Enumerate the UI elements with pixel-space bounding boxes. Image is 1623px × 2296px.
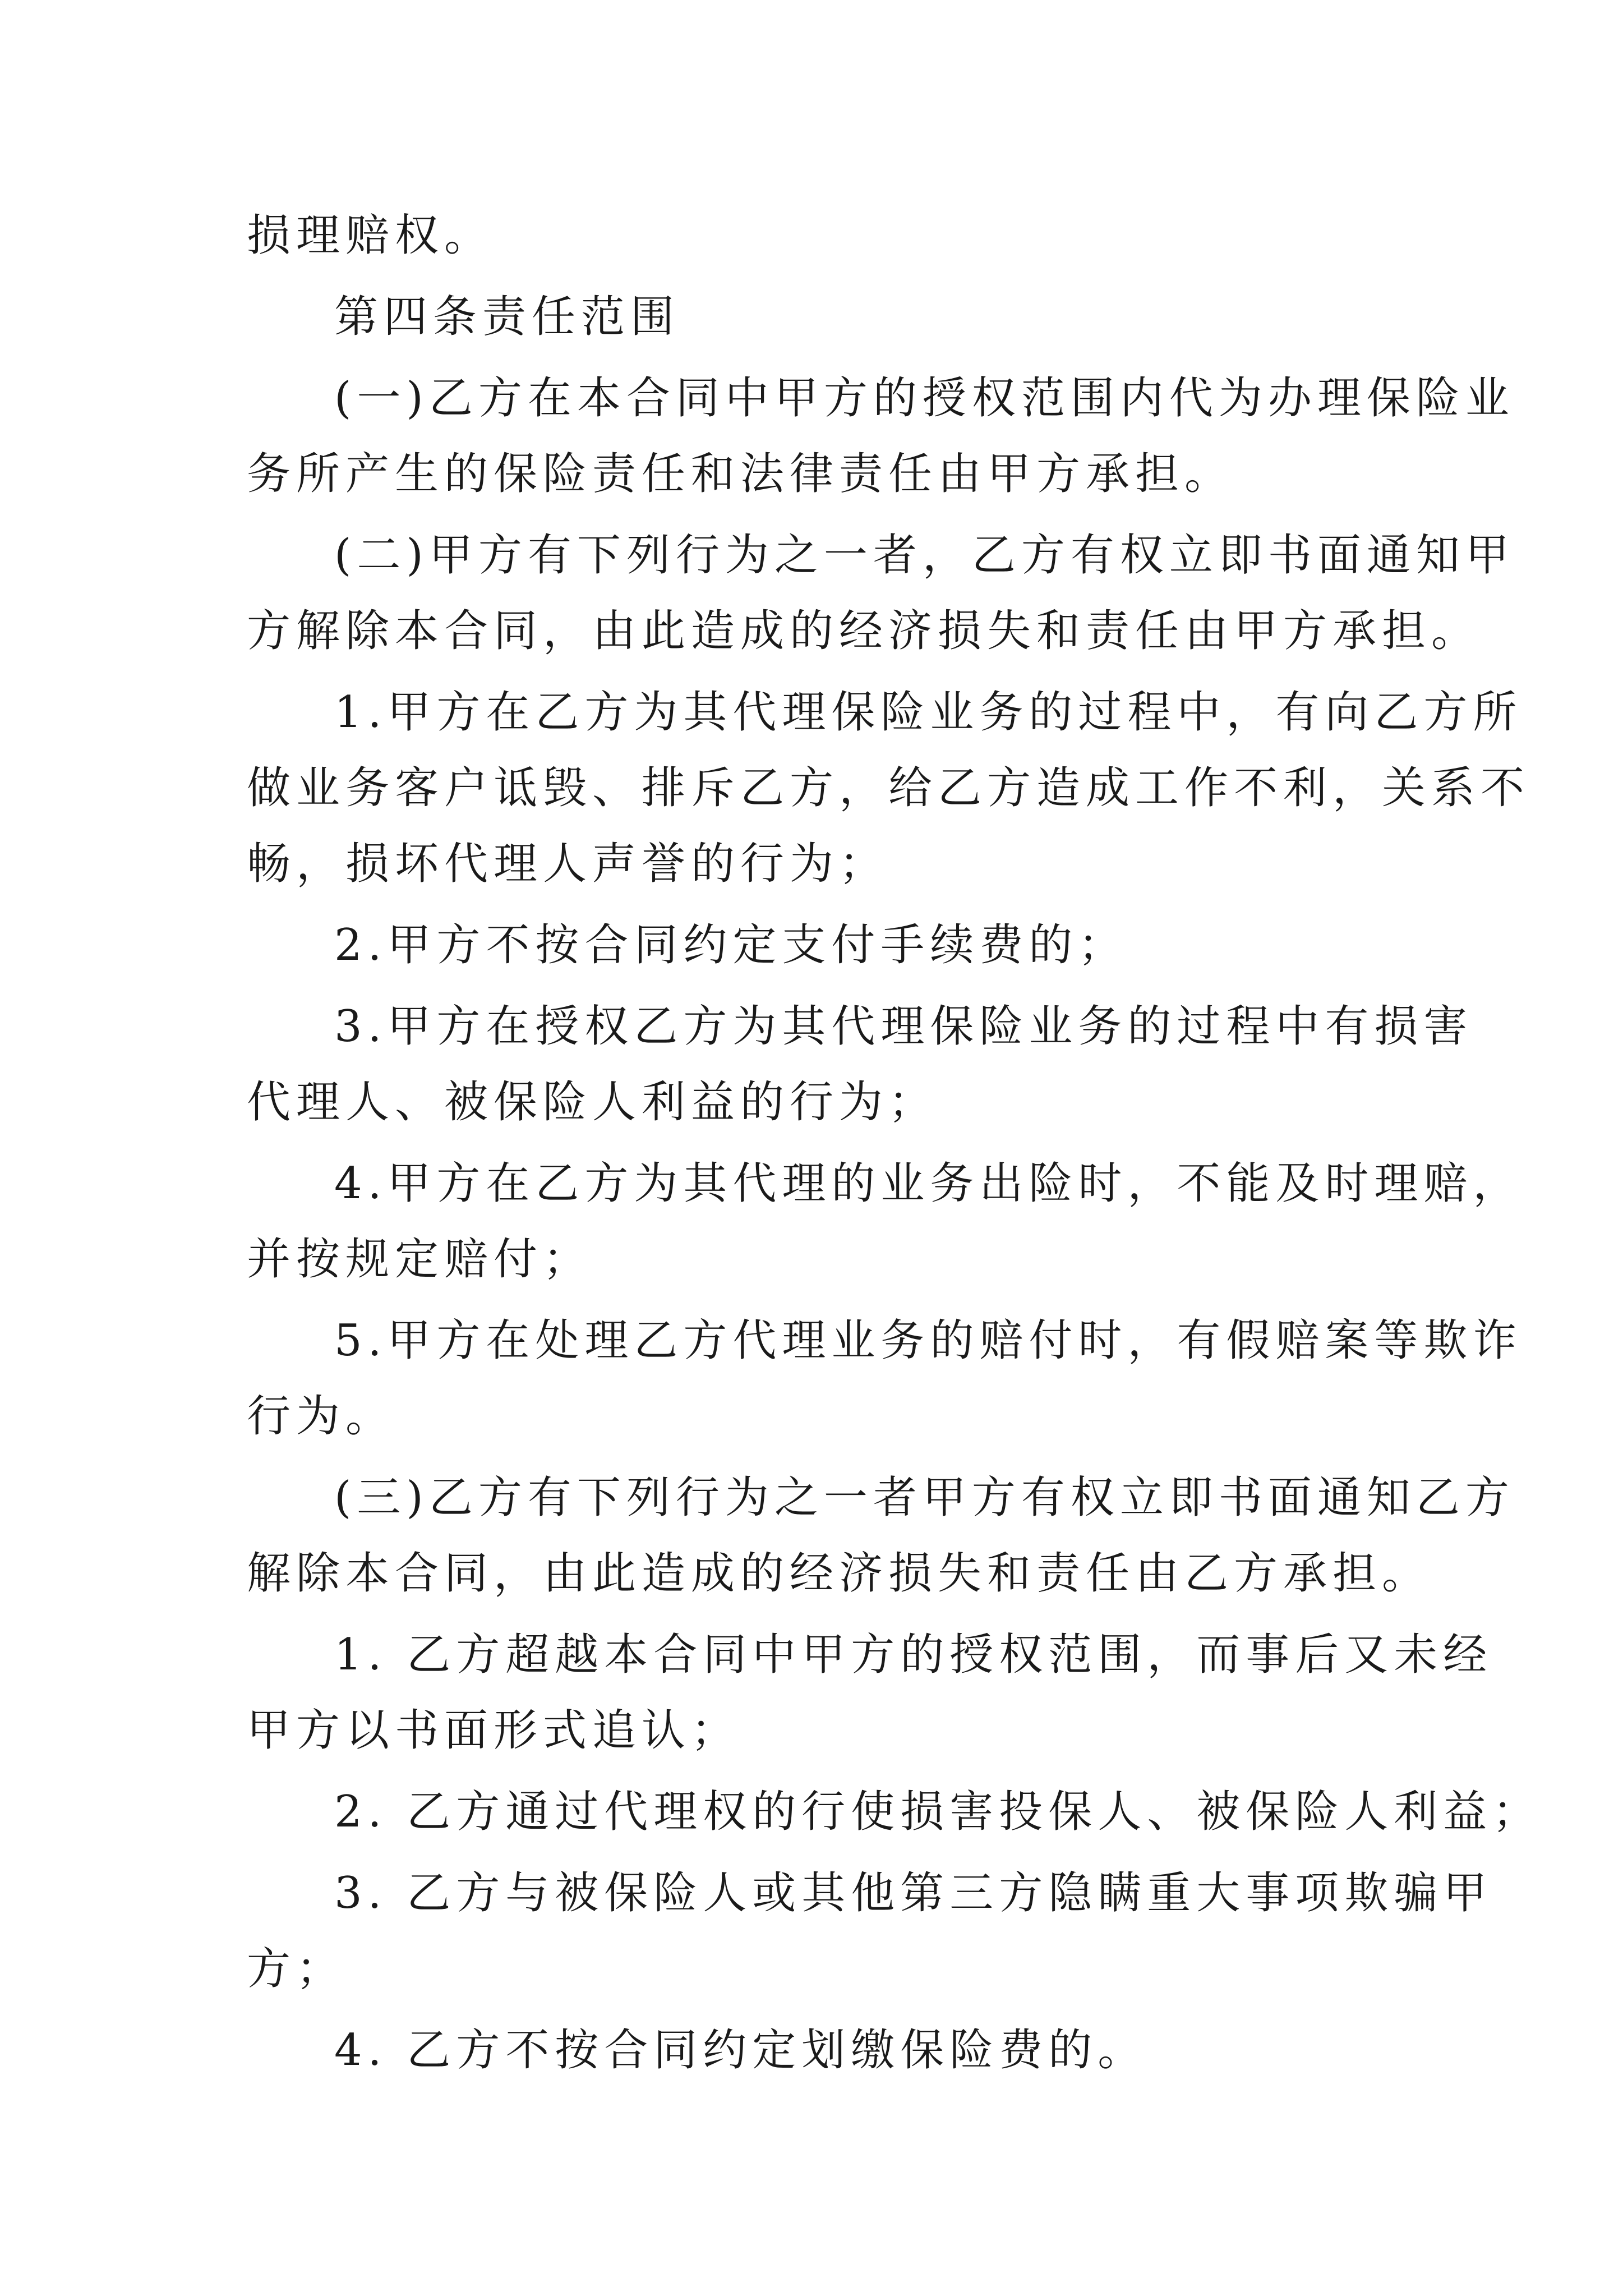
clause-3-line-2: 解除本合同，由此造成的经济损失和责任由乙方承担。 — [247, 1548, 1432, 1599]
clause-1-line-1: (一)乙方在本合同中甲方的授权范围内代为办理保险业 — [334, 373, 1515, 424]
text-line-continuation: 损理赔权。 — [247, 210, 494, 261]
clause-2-line-2: 方解除本合同，由此造成的经济损失和责任由甲方承担。 — [247, 606, 1481, 656]
clause-2-item-5-line-1: 5.甲方在处理乙方代理业务的赔付时，有假赔案等欺诈 — [334, 1315, 1523, 1366]
clause-3-item-2: 2. 乙方通过代理权的行使损害投保人、被保险人利益； — [334, 1787, 1542, 1837]
article-heading: 第四条责任范围 — [334, 292, 680, 342]
clause-2-item-1-line-3: 畅，损坏代理人声誉的行为； — [247, 839, 889, 889]
clause-2-item-3-line-2: 代理人、被保险人利益的行为； — [247, 1077, 938, 1128]
clause-3-item-3-line-1: 3. 乙方与被保险人或其他第三方隐瞒重大事项欺骗甲 — [334, 1868, 1493, 1918]
clause-2-item-1-line-2: 做业务客户诋毁、排斥乙方，给乙方造成工作不利，关系不 — [247, 763, 1530, 813]
clause-2-item-4-line-1: 4.甲方在乙方为其代理的业务出险时，不能及时理赔， — [334, 1158, 1523, 1209]
clause-3-item-4: 4. 乙方不按合同约定划缴保险费的。 — [334, 2025, 1147, 2076]
clause-2-item-5-line-2: 行为。 — [247, 1391, 395, 1442]
clause-2-line-1: (二)甲方有下列行为之一者，乙方有权立即书面通知甲 — [334, 530, 1515, 581]
clause-3-item-1-line-1: 1. 乙方超越本合同中甲方的授权范围，而事后又未经 — [334, 1630, 1493, 1680]
clause-1-line-2: 务所产生的保险责任和法律责任由甲方承担。 — [247, 449, 1234, 499]
clause-3-item-1-line-2: 甲方以书面形式追认； — [247, 1705, 741, 1756]
clause-3-line-1: (三)乙方有下列行为之一者甲方有权立即书面通知乙方 — [334, 1473, 1515, 1523]
clause-2-item-3-line-1: 3.甲方在授权乙方为其代理保险业务的过程中有损害 — [334, 1001, 1473, 1052]
clause-2-item-2: 2.甲方不按合同约定支付手续费的； — [334, 920, 1128, 970]
clause-2-item-4-line-2: 并按规定赔付； — [247, 1234, 593, 1285]
clause-3-item-3-line-2: 方； — [247, 1944, 346, 1994]
clause-2-item-1-line-1: 1.甲方在乙方为其代理保险业务的过程中，有向乙方所 — [334, 687, 1523, 738]
